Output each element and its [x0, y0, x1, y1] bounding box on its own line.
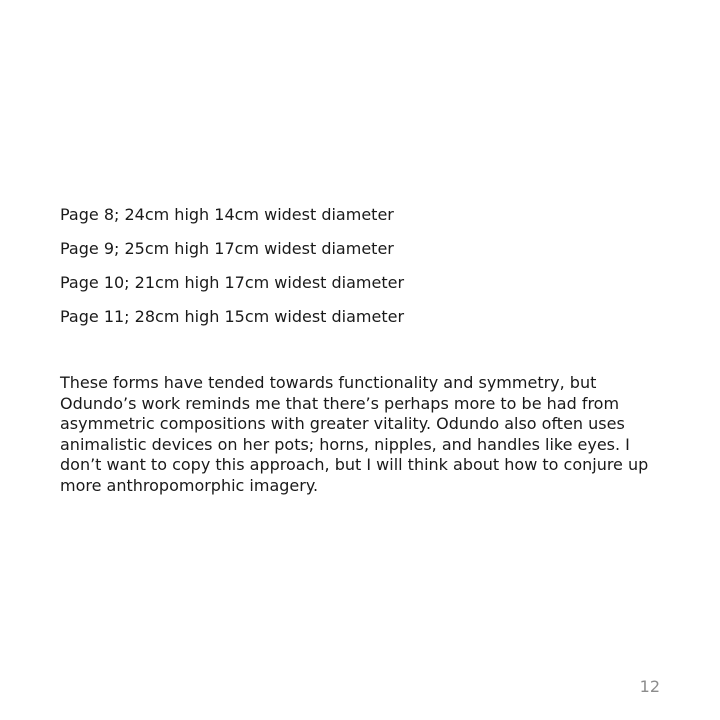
- measurements-list: [60, 203, 680, 339]
- measurement-item: Page 11; 28cm high 15cm widest diameter: [60, 307, 405, 326]
- measurement-item: Page 10; 21cm high 17cm widest diameter: [60, 273, 405, 292]
- page-number: 12: [639, 677, 660, 696]
- measurement-item: Page 8; 24cm high 14cm widest diameter: [60, 205, 394, 224]
- reflection-paragraph: These forms have tended towards functionality and symmetry, but Odundo’s work reminds me that there’s perhaps more to be had from asymmetric compositions with greater vitality. Odundo also often uses animalistic devices on her pots; horns, nipples, and handles like eyes. I don’t want to copy this approach, but I will think about how to conjure up more anthropomorphic imagery.: [60, 373, 649, 495]
- measurement-item: Page 9; 25cm high 17cm widest diameter: [60, 239, 394, 258]
